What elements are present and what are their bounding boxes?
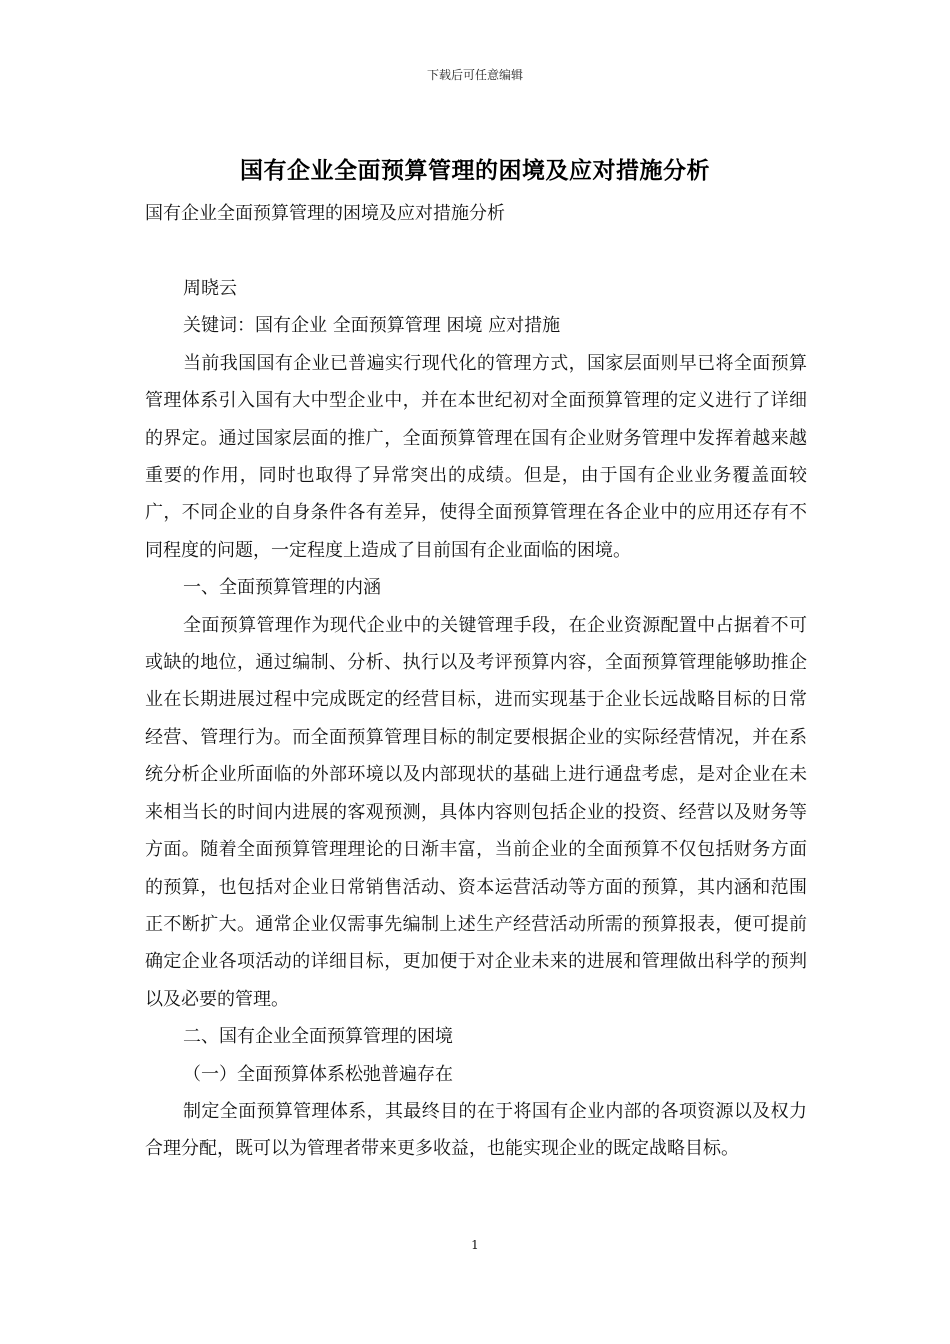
- subsection-heading-2-1: （一）全面预算体系松弛普遍存在: [183, 1063, 453, 1085]
- section-heading-1: 一、全面预算管理的内涵: [183, 577, 381, 599]
- paragraph-section-1: 全面预算管理作为现代企业中的关键管理手段，在企业资源配置中占据着不可或缺的地位，通过编制、分析、执行以及考评预算内容，全面预算管理能够助推企业在长期进展过程中完成既定的经营目标，进而实现基于企业长远战略目标的日常经营、管理行为。而全面预算管理目标的制定要根据企业的实际经营情况，并在系统分析企业所面临的外部环境以及内部现状的基础上进行通盘考虑，是对企业在未来相当长的时间内进展的客观预测，具体内容则包括企业的投资、经营以及财务等方面。随着全面预算管理理论的日渐丰富，当前企业的全面预算不仅包括财务方面的预算，也包括对企业日常销售活动、资本运营活动等方面的预算，其内涵和范围正不断扩大。通常企业仅需事先编制上述生产经营活动所需的预算报表，便可提前确定企业各项活动的详细目标，更加便于对企业未来的进展和管理做出科学的预判以及必要的管理。: [145, 614, 807, 1010]
- paragraph-intro: 当前我国国有企业已普遍实行现代化的管理方式，国家层面则早已将全面预算管理体系引入国有大中型企业中，并在本世纪初对全面预算管理的定义进行了详细的界定。通过国家层面的推广，全面预算管理在国有企业财务管理中发挥着越来越重要的作用，同时也取得了异常突出的成绩。但是，由于国有企业业务覆盖面较广，不同企业的自身条件各有差异，使得全面预算管理在各企业中的应用还存有不同程度的问题，一定程度上造成了目前国有企业面临的困境。: [145, 352, 807, 561]
- page-number: 1: [471, 1238, 479, 1252]
- document-title: 国有企业全面预算管理的困境及应对措施分析: [240, 157, 710, 184]
- document-subtitle: 国有企业全面预算管理的困境及应对措施分析: [145, 203, 505, 224]
- paragraph-section-2-1: 制定全面预算管理体系，其最终目的在于将国有企业内部的各项资源以及权力合理分配，既可以为管理者带来更多收益，也能实现企业的既定战略目标。: [145, 1100, 807, 1160]
- document-body: [145, 270, 807, 1168]
- section-heading-2: 二、国有企业全面预算管理的困境: [183, 1026, 453, 1048]
- author-line: 周晓云: [183, 278, 237, 299]
- header-note: 下载后可任意编辑: [426, 68, 523, 82]
- keywords-line: 关键词：国有企业 全面预算管理 困境 应对措施: [183, 315, 561, 337]
